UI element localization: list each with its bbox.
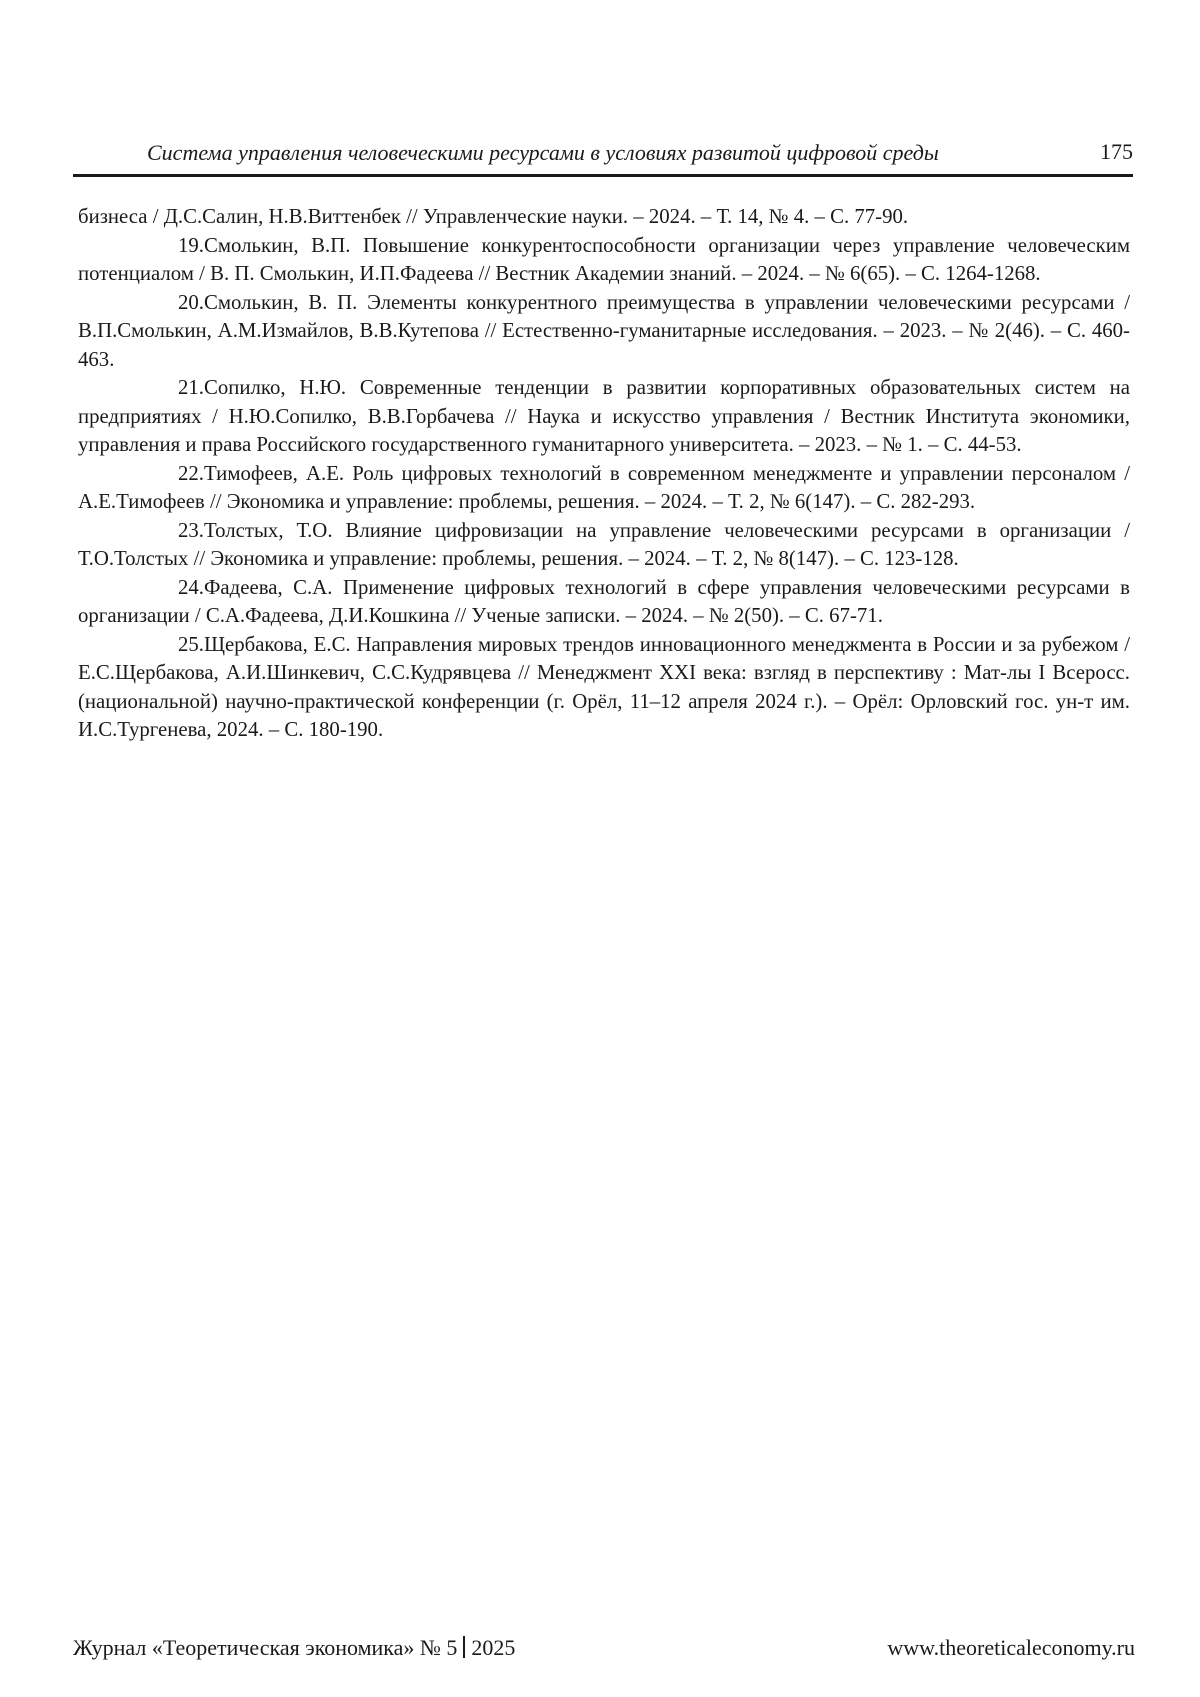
- footer-divider: [463, 1636, 465, 1658]
- reference-text: Смолькин, В.П. Повышение конкурентоспособности организации через управление человеческим потенциалом / В. П. Смолькин, И.П.Фадеева // Вестник Академии знаний. – 2024. – № 6(65). – С. 1264-1268.: [78, 234, 1130, 286]
- reference-text: Смолькин, В. П. Элементы конкурентного преимущества в управлении человеческими ресурсами / В.П.Смолькин, А.М.Измайлов, В.В.Кутепова // Естественно-гуманитарные исследования. – 2023. – № 2(46). – С. 460-463.: [78, 291, 1130, 371]
- reference-number: 24.: [128, 574, 204, 603]
- reference-number: 19.: [128, 232, 204, 261]
- reference-item-20: [78, 289, 1130, 375]
- reference-item-19: [78, 232, 1130, 289]
- reference-list: [78, 203, 1130, 745]
- reference-item-21: [78, 374, 1130, 460]
- reference-text: Щербакова, Е.С. Направления мировых трендов инновационного менеджмента в России и за рубежом / Е.С.Щербакова, А.И.Шинкевич, С.С.Кудрявцева // Менеджмент XXI века: взгляд в перспективу : Мат-лы I Всеросс. (национальной) научно-практической конференции (г. Орёл, 11–12 апреля 2024 г.). – Орёл: Орловский гос. ун-т им. И.С.Тургенева, 2024. – С. 180-190.: [78, 633, 1130, 742]
- running-header: [73, 138, 1133, 177]
- issue-year: 2025: [471, 1635, 515, 1660]
- reference-item-23: [78, 517, 1130, 574]
- reference-number: 23.: [128, 517, 204, 546]
- reference-number: 21.: [128, 374, 204, 403]
- page-number: 175: [1100, 139, 1133, 165]
- reference-item-22: [78, 460, 1130, 517]
- reference-continuation: бизнеса / Д.С.Салин, Н.В.Виттенбек // Управленческие науки. – 2024. – Т. 14, № 4. – С. 77-90.: [78, 203, 1130, 232]
- reference-text: Фадеева, С.А. Применение цифровых технологий в сфере управления человеческими ресурсами в организации / С.А.Фадеева, Д.И.Кошкина // Ученые записки. – 2024. – № 2(50). – С. 67-71.: [78, 576, 1130, 628]
- reference-text: Толстых, Т.О. Влияние цифровизации на управление человеческими ресурсами в организации / Т.О.Толстых // Экономика и управление: проблемы, решения. – 2024. – Т. 2, № 8(147). – С. 123-128.: [78, 519, 1130, 571]
- reference-text: Сопилко, Н.Ю. Современные тенденции в развитии корпоративных образовательных систем на предприятиях / Н.Ю.Сопилко, В.В.Горбачева // Наука и искусство управления / Вестник Института экономики, управления и права Российского государственного гуманитарного университета. – 2023. – № 1. – С. 44-53.: [78, 376, 1130, 456]
- reference-item-24: [78, 574, 1130, 631]
- reference-number: 25.: [128, 631, 204, 660]
- footer-journal: [73, 1635, 515, 1661]
- running-title: Система управления человеческими ресурсами в условиях развитой цифровой среды: [147, 140, 939, 166]
- reference-text: Тимофеев, А.Е. Роль цифровых технологий в современном менеджменте и управлении персоналом / А.Е.Тимофеев // Экономика и управление: проблемы, решения. – 2024. – Т. 2, № 6(147). – С. 282-293.: [78, 462, 1130, 514]
- reference-item-25: [78, 631, 1130, 745]
- reference-number: 22.: [128, 460, 204, 489]
- journal-name: Журнал «Теоретическая экономика» № 5: [73, 1635, 457, 1660]
- journal-website-link[interactable]: www.theoreticaleconomy.ru: [887, 1635, 1135, 1661]
- reference-number: 20.: [128, 289, 204, 318]
